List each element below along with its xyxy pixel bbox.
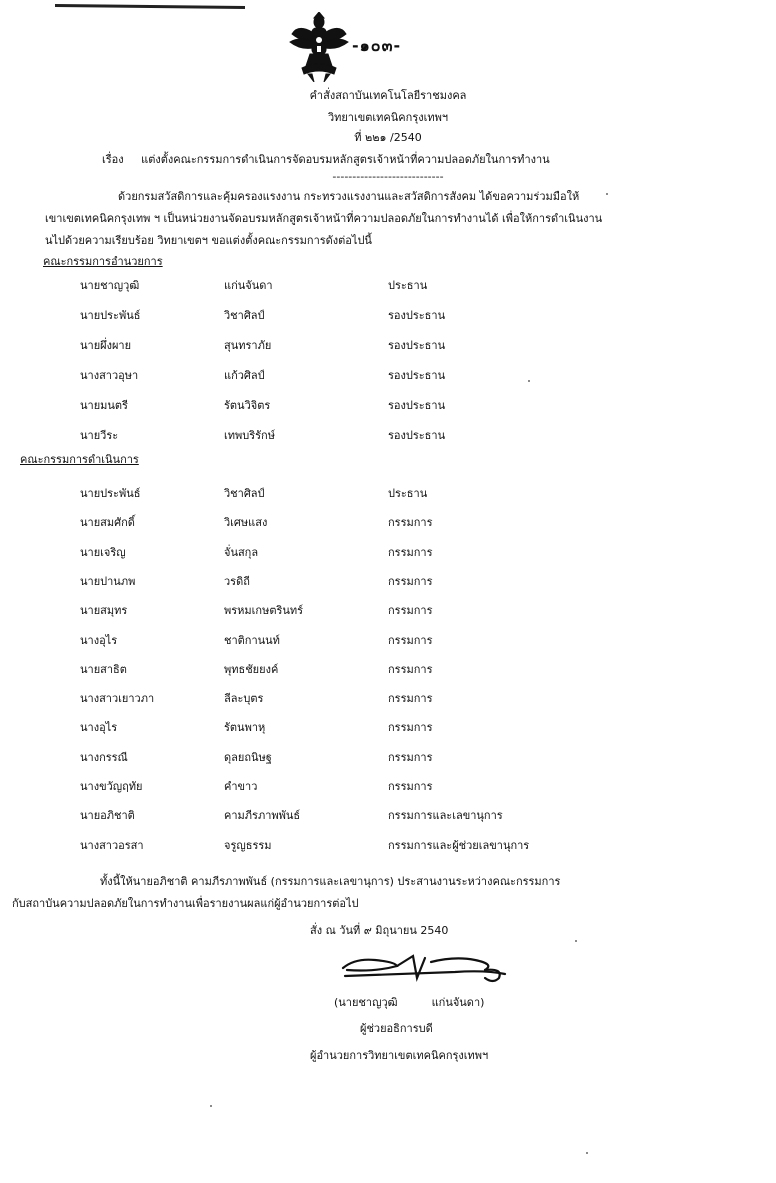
member-first-name: นายสมศักดิ์ <box>80 516 135 530</box>
committee-member-row <box>0 513 776 533</box>
member-last-name: เทพบริรักษ์ <box>224 429 275 442</box>
member-first-name: นางขวัญฤทัย <box>80 780 143 793</box>
org-name: วิทยาเขตเทคนิคกรุงเทพฯ <box>327 111 449 124</box>
member-last-name: จรูญธรรม <box>224 838 272 852</box>
member-first-name: นายสมุทร <box>80 604 128 618</box>
member-role: กรรมการ <box>388 516 433 530</box>
member-first-name: นายมนตรี <box>80 399 128 412</box>
committee-member-row <box>0 806 776 826</box>
member-role: กรรมการ <box>388 750 433 764</box>
committee-member-row <box>0 484 776 504</box>
member-last-name: วรดิถี <box>224 574 250 588</box>
signer-position-1: ผู้ช่วยอธิการบดี <box>360 1022 433 1035</box>
advisory-committee-heading: คณะกรรมการอำนวยการ <box>43 255 163 268</box>
member-role: กรรมการ <box>388 545 433 559</box>
member-first-name: นายวีระ <box>80 429 119 442</box>
member-last-name: วิเศษแสง <box>224 516 268 530</box>
member-role: กรรมการ <box>388 633 433 647</box>
scan-speck <box>210 1105 212 1107</box>
member-role: กรรมการ <box>388 780 433 793</box>
page-number: -๑๐๓- <box>352 36 402 55</box>
member-role: กรรมการและผู้ช่วยเลขานุการ <box>388 838 530 852</box>
member-last-name: แก่นจันดา <box>224 279 273 292</box>
committee-member-row <box>0 306 776 326</box>
committee-member-row <box>0 777 776 797</box>
member-role: กรรมการ <box>388 662 433 676</box>
signer-last-name: แก่นจันดา) <box>431 996 485 1009</box>
member-role: รองประธาน <box>388 339 446 352</box>
committee-member-row <box>0 836 776 856</box>
member-last-name: ลีละบุตร <box>224 692 264 706</box>
member-last-name: แก้วศิลป์ <box>224 369 265 382</box>
committee-member-row <box>0 689 776 709</box>
member-last-name: จั่นสกุล <box>224 545 259 559</box>
member-role: ประธาน <box>388 279 428 292</box>
member-last-name: คำขาว <box>224 780 258 793</box>
order-date: สั่ง ณ วันที่ ๙ มิถุนายน 2540 <box>310 924 449 937</box>
member-last-name: คามภีรภาพพันธ์ <box>224 809 301 823</box>
committee-member-row <box>0 601 776 621</box>
committee-member-row <box>0 572 776 592</box>
member-last-name: วิชาศิลป์ <box>224 309 265 322</box>
top-rule-line <box>55 4 245 9</box>
operations-committee-heading: คณะกรรมการดำเนินการ <box>20 453 139 466</box>
member-first-name: นายปานภพ <box>80 574 136 588</box>
handwritten-signature <box>335 948 515 988</box>
member-first-name: นายประพันธ์ <box>80 309 141 322</box>
member-role: กรรมการ <box>388 604 433 618</box>
member-last-name: ดุลยถนิษฐ <box>224 750 272 764</box>
order-title: คำสั่งสถาบันเทคโนโลยีราชมงคล <box>309 89 467 102</box>
committee-member-row <box>0 276 776 296</box>
member-first-name: นางกรรณี <box>80 750 128 764</box>
closing-line-1: ทั้งนี้ให้นายอภิชาติ คามภีรภาพพันธ์ (กรรมการและเลขานุการ) ประสานงานระหว่างคณะกรรมการ <box>100 875 561 888</box>
member-role: รองประธาน <box>388 429 446 442</box>
member-last-name: ชาติกานนท์ <box>224 633 280 647</box>
member-first-name: นางอุไร <box>80 633 118 647</box>
committee-member-row <box>0 396 776 416</box>
closing-line-2: กับสถาบันความปลอดภัยในการทำงานเพื่อรายงานผลแก่ผู้อำนวยการต่อไป <box>12 897 359 910</box>
member-first-name: นายชาญวุฒิ <box>80 279 140 292</box>
member-last-name: รัตนวิจิตร <box>224 399 271 412</box>
member-last-name: วิชาศิลป์ <box>224 487 265 500</box>
member-role: รองประธาน <box>388 399 446 412</box>
member-role: กรรมการ <box>388 574 433 588</box>
subject-text: แต่งตั้งคณะกรรมการดำเนินการจัดอบรมหลักสูตรเจ้าหน้าที่ความปลอดภัยในการทำงาน <box>141 153 550 166</box>
member-role: รองประธาน <box>388 369 446 382</box>
signer-position-2: ผู้อำนวยการวิทยาเขตเทคนิคกรุงเทพฯ <box>310 1049 489 1062</box>
member-first-name: นางสาวเยาวภา <box>80 692 155 706</box>
committee-member-row <box>0 660 776 680</box>
committee-member-row <box>0 631 776 651</box>
signer-name <box>334 993 484 1011</box>
separator-line: ---------------------------- <box>332 170 444 183</box>
member-first-name: นายเจริญ <box>80 545 126 559</box>
member-first-name: นายอภิชาติ <box>80 809 135 823</box>
scan-speck <box>586 1152 588 1154</box>
scan-speck <box>606 193 608 195</box>
committee-member-row <box>0 748 776 768</box>
committee-member-row <box>0 718 776 738</box>
subject-line <box>102 150 550 168</box>
member-last-name: สุนทราภัย <box>224 339 272 352</box>
body-line-1: ด้วยกรมสวัสดิการและคุ้มครองแรงงาน กระทรวงแรงงานและสวัสดิการสังคม ได้ขอความร่วมมือให้ <box>118 190 580 203</box>
member-last-name: พุทธชัยยงค์ <box>224 662 279 676</box>
member-role: ประธาน <box>388 487 428 500</box>
member-role: กรรมการ <box>388 692 433 706</box>
order-number: ที่ ๒๒๑ /2540 <box>354 131 422 144</box>
member-first-name: นางอุไร <box>80 721 118 735</box>
member-first-name: นายผึ่งผาย <box>80 339 132 352</box>
body-line-3: นไปด้วยความเรียบร้อย วิทยาเขตฯ ขอแต่งตั้งคณะกรรมการดังต่อไปนี้ <box>45 234 372 247</box>
subject-label: เรื่อง <box>102 153 124 166</box>
member-last-name: พรหมเกษตรินทร์ <box>224 604 304 618</box>
member-first-name: นายสาธิต <box>80 662 127 676</box>
member-role: กรรมการ <box>388 721 433 735</box>
body-line-2: เขาเขตเทคนิคกรุงเทพ ฯ เป็นหน่วยงานจัดอบรมหลักสูตรเจ้าหน้าที่ความปลอดภัยในการทำงานได้ เพื่อให้การดำเนินงาน <box>45 212 603 225</box>
member-role: กรรมการและเลขานุการ <box>388 809 503 823</box>
signer-first-name: (นายชาญวุฒิ <box>334 996 398 1009</box>
member-last-name: รัตนพาหุ <box>224 721 266 735</box>
committee-member-row <box>0 366 776 386</box>
garuda-emblem-icon <box>288 12 350 82</box>
member-role: รองประธาน <box>388 309 446 322</box>
committee-member-row <box>0 426 776 446</box>
member-first-name: นายประพันธ์ <box>80 487 141 500</box>
committee-member-row <box>0 336 776 356</box>
member-first-name: นางสาวอุษา <box>80 369 139 382</box>
member-first-name: นางสาวอรสา <box>80 838 144 852</box>
scan-speck <box>575 940 577 942</box>
scan-speck <box>528 380 530 382</box>
committee-member-row <box>0 543 776 563</box>
